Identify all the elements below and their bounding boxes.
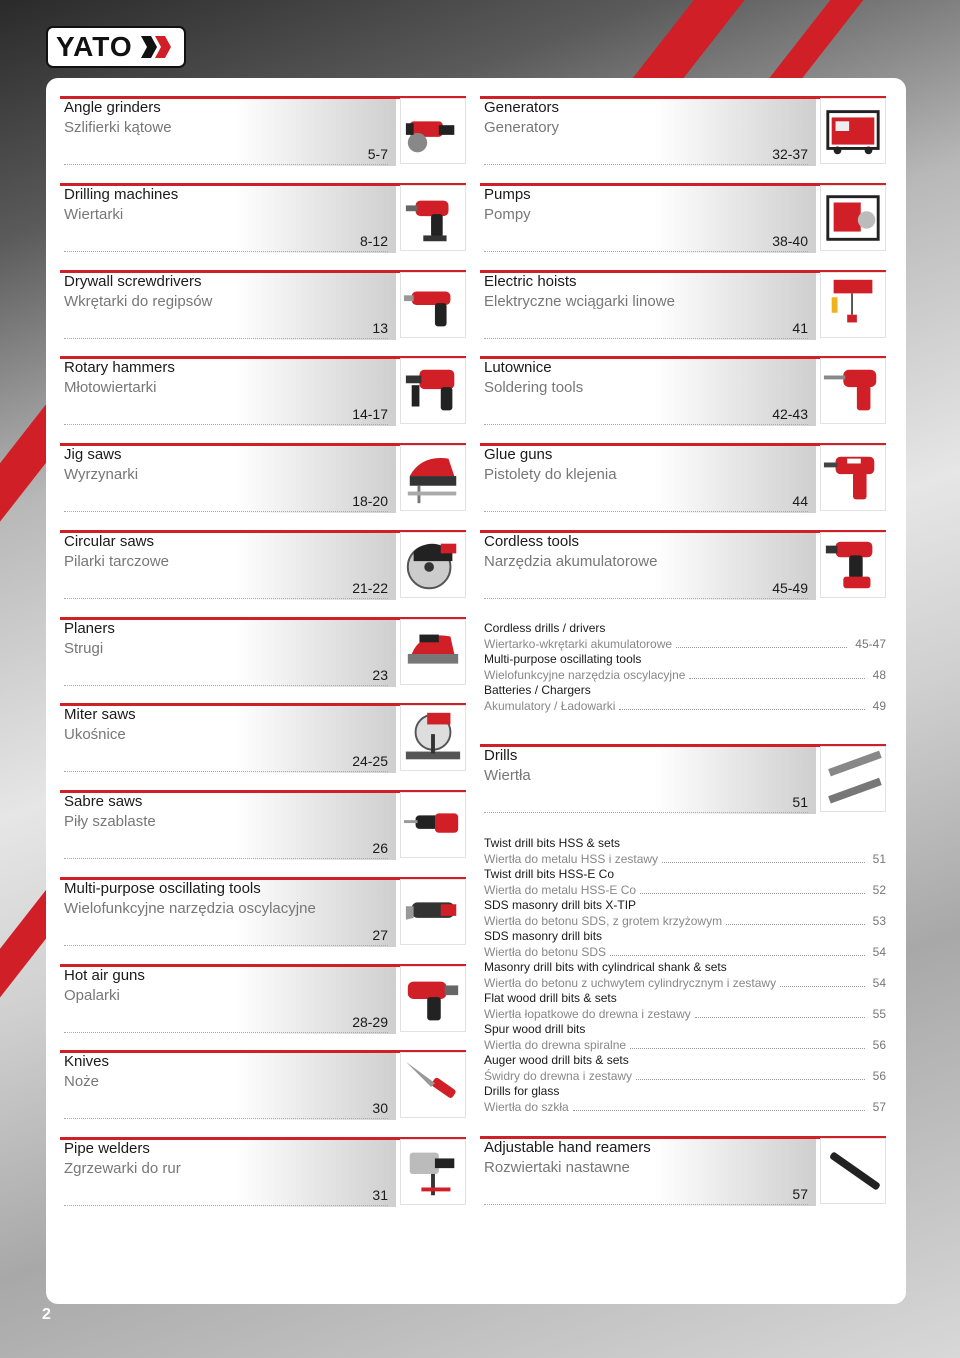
- subcategory-page-ref: 49: [872, 699, 886, 713]
- dotted-leader: [676, 647, 847, 648]
- dotted-leader: [573, 1110, 865, 1111]
- entry-page-ref: 31: [372, 1187, 388, 1203]
- product-thumbnail: [820, 532, 886, 598]
- category-entry[interactable]: [46, 1137, 466, 1219]
- category-entry[interactable]: [46, 1050, 466, 1132]
- category-entry[interactable]: [46, 877, 466, 959]
- subcategory-title-en: Auger wood drill bits & sets: [484, 1053, 629, 1067]
- dotted-leader: [610, 955, 865, 956]
- category-entry[interactable]: [466, 96, 886, 178]
- dotted-leader: [64, 858, 388, 859]
- entry-title-pl: Pilarki tarczowe: [64, 552, 170, 570]
- category-entry[interactable]: [46, 964, 466, 1046]
- entry-title-pl: Strugi: [64, 639, 104, 657]
- entry-page-ref: 28-29: [352, 1013, 388, 1030]
- dotted-leader: [484, 251, 808, 252]
- reamer-icon: [822, 1140, 884, 1202]
- subcategory-title-en: Drills for glass: [484, 1084, 560, 1098]
- subcategory-title-pl: Wiertła do metalu HSS i zestawy: [484, 852, 659, 866]
- subcategory-title-pl: Wiertła do betonu z uchwytem cylindrycznym i zestawy: [484, 976, 777, 990]
- entry-gradient: [60, 1050, 396, 1120]
- entry-title-pl: Wkrętarki do regipsów: [64, 292, 213, 310]
- entry-title-en: Cordless tools: [484, 532, 580, 550]
- generator-icon: [822, 100, 884, 162]
- entry-title-pl: Opalarki: [64, 986, 120, 1004]
- subcategory-page-ref: 55: [872, 1007, 886, 1021]
- entry-title-pl: Młotowiertarki: [64, 379, 157, 397]
- jig-saw-icon: [402, 447, 464, 509]
- product-thumbnail: [400, 705, 466, 771]
- entry-page-ref: 8-12: [359, 232, 388, 249]
- entry-title-pl: Narzędzia akumulatorowe: [484, 552, 658, 570]
- entry-title-pl: Noże: [64, 1073, 100, 1091]
- dotted-leader: [780, 986, 865, 987]
- subcategory-entry[interactable]: [484, 991, 886, 1022]
- product-thumbnail: [400, 966, 466, 1032]
- entry-page-ref: 42-43: [772, 406, 808, 423]
- knife-icon: [402, 1054, 464, 1116]
- category-entry[interactable]: [466, 270, 886, 352]
- entry-title-en: Pumps: [484, 185, 531, 203]
- entry-title-pl: Wiertła: [484, 767, 531, 784]
- category-entry[interactable]: [466, 530, 886, 612]
- entry-title-en: Hot air guns: [64, 966, 145, 984]
- circular-saw-icon: [402, 534, 464, 596]
- entry-title-en: Sabre saws: [64, 793, 143, 810]
- subcategory-entry[interactable]: [484, 621, 886, 652]
- entry-page-ref: 51: [792, 794, 808, 810]
- entry-title-pl: Rozwiertaki nastawne: [484, 1159, 630, 1176]
- dotted-leader: [64, 945, 388, 946]
- entry-title-en: Pipe welders: [64, 1140, 150, 1157]
- product-thumbnail: [820, 1138, 886, 1204]
- product-thumbnail: [400, 879, 466, 945]
- category-entry[interactable]: [466, 183, 886, 265]
- category-entry[interactable]: [46, 96, 466, 178]
- subcategory-page-ref: 53: [872, 914, 886, 928]
- product-thumbnail: [400, 1052, 466, 1118]
- category-entry[interactable]: [466, 1136, 886, 1218]
- entry-title-pl: Generatory: [484, 119, 560, 136]
- rotary-hammer-icon: [402, 360, 464, 422]
- category-entry[interactable]: [46, 270, 466, 352]
- subcategory-entry[interactable]: [484, 929, 886, 960]
- logo-mark-icon: [139, 34, 173, 60]
- entry-title-pl: Szlifierki kątowe: [64, 119, 172, 136]
- category-entry[interactable]: [46, 530, 466, 612]
- screwdriver-icon: [402, 274, 464, 336]
- dotted-leader: [484, 338, 808, 339]
- subcategory-title-pl: Wiertarko-wkrętarki akumulatorowe: [484, 637, 673, 651]
- subcategory-page-ref: 45-47: [855, 637, 886, 651]
- dotted-leader: [689, 678, 865, 679]
- miter-saw-icon: [402, 707, 464, 769]
- dotted-leader: [64, 771, 388, 772]
- entry-page-ref: 13: [372, 319, 388, 336]
- entry-title-pl: Soldering tools: [484, 379, 584, 397]
- entry-page-ref: 57: [792, 1186, 808, 1202]
- category-entry[interactable]: [46, 703, 466, 785]
- subcategory-title-pl: Wiertła do drewna spiralne: [484, 1038, 627, 1052]
- subcategory-title-en: Multi-purpose oscillating tools: [484, 652, 642, 666]
- entry-title-en: Circular saws: [64, 532, 155, 550]
- subcategory-entry[interactable]: [484, 683, 886, 714]
- subcategory-title-en: SDS masonry drill bits: [484, 929, 603, 943]
- entry-title-en: Lutownice: [484, 359, 552, 377]
- subcategory-title-en: Flat wood drill bits & sets: [484, 991, 617, 1005]
- dotted-leader: [695, 1017, 865, 1018]
- product-thumbnail: [400, 532, 466, 598]
- entry-title-en: Glue guns: [484, 446, 553, 463]
- entry-title-pl: Pistolety do klejenia: [484, 466, 617, 483]
- subcategory-entry[interactable]: [484, 1053, 886, 1084]
- dotted-leader: [64, 424, 388, 425]
- subcategory-title-pl: Wiertła do betonu SDS: [484, 945, 607, 959]
- dotted-leader: [64, 1118, 388, 1119]
- dotted-leader: [484, 1204, 808, 1205]
- subcategory-page-ref: 54: [872, 976, 886, 990]
- planer-icon: [402, 621, 464, 683]
- dotted-leader: [64, 1205, 388, 1206]
- entry-title-en: Planers: [64, 619, 115, 637]
- pump-icon: [822, 187, 884, 249]
- entry-page-ref: 24-25: [352, 753, 388, 770]
- subcategory-title-pl: Wiertła łopatkowe do drewna i zestawy: [484, 1007, 691, 1021]
- entry-page-ref: 23: [372, 666, 388, 683]
- subcategory-title-pl: Świdry do drewna i zestawy: [484, 1069, 633, 1083]
- dotted-leader: [64, 1032, 388, 1033]
- product-thumbnail: [400, 98, 466, 164]
- subcategory-page-ref: 51: [872, 852, 886, 866]
- category-entry[interactable]: [46, 183, 466, 265]
- product-thumbnail: [820, 358, 886, 424]
- entry-title-en: Drywall screwdrivers: [64, 272, 202, 290]
- dotted-leader: [484, 812, 808, 813]
- dotted-leader: [64, 511, 388, 512]
- subcategory-title-pl: Akumulatory / Ładowarki: [484, 699, 616, 713]
- entry-title-en: Electric hoists: [484, 272, 577, 290]
- product-thumbnail: [820, 185, 886, 251]
- subcategory-title-en: Twist drill bits HSS & sets: [484, 836, 621, 850]
- subcategory-title-pl: Wiertła do metalu HSS-E Co: [484, 883, 637, 897]
- pipe-welder-icon: [402, 1141, 464, 1203]
- entry-title-en: Generators: [484, 99, 560, 116]
- dotted-leader: [630, 1048, 865, 1049]
- subcategory-entry[interactable]: [484, 836, 886, 867]
- subcategory-page-ref: 54: [872, 945, 886, 959]
- dotted-leader: [484, 511, 808, 512]
- dotted-leader: [64, 598, 388, 599]
- entry-title-pl: Ukośnice: [64, 726, 126, 744]
- subcategory-entry[interactable]: [484, 652, 886, 683]
- product-thumbnail: [400, 185, 466, 251]
- logo-text: YATO: [56, 31, 133, 62]
- dotted-leader: [64, 251, 388, 252]
- dotted-leader: [64, 685, 388, 686]
- entry-page-ref: 41: [792, 319, 808, 336]
- entry-page-ref: 45-49: [772, 579, 808, 596]
- product-thumbnail: [400, 1139, 466, 1205]
- product-thumbnail: [400, 445, 466, 511]
- entry-title-en: Adjustable hand reamers: [484, 1139, 651, 1156]
- entry-title-en: Drills: [484, 747, 518, 764]
- entry-title-en: Jig saws: [64, 446, 122, 463]
- entry-page-ref: 32-37: [772, 146, 808, 162]
- entry-page-ref: 30: [372, 1100, 388, 1117]
- category-entry[interactable]: [46, 443, 466, 525]
- entry-page-ref: 27: [372, 926, 388, 943]
- dotted-leader: [662, 862, 865, 863]
- sabre-saw-icon: [402, 794, 464, 856]
- entry-title-pl: Wyrzynarki: [64, 466, 139, 483]
- dotted-leader: [484, 164, 808, 165]
- entry-page-ref: 18-20: [352, 493, 388, 509]
- page-number: 2: [42, 1306, 51, 1323]
- product-thumbnail: [820, 445, 886, 511]
- oscillating-tool-icon: [402, 881, 464, 943]
- dotted-leader: [640, 893, 865, 894]
- dotted-leader: [484, 424, 808, 425]
- product-thumbnail: [820, 746, 886, 812]
- subcategory-page-ref: 48: [872, 668, 886, 682]
- product-thumbnail: [400, 272, 466, 338]
- yato-logo: [46, 26, 186, 68]
- subcategory-title-en: Batteries / Chargers: [484, 683, 591, 697]
- product-thumbnail: [400, 619, 466, 685]
- subcategory-page-ref: 56: [872, 1069, 886, 1083]
- entry-title-en: Knives: [64, 1053, 110, 1071]
- category-entry[interactable]: [466, 356, 886, 438]
- dotted-leader: [64, 338, 388, 339]
- subcategory-title-pl: Wiertła do betonu SDS, z grotem krzyżowym: [484, 914, 723, 928]
- subcategory-entry[interactable]: [484, 960, 886, 991]
- glue-gun-icon: [822, 447, 884, 509]
- subcategory-title-pl: Wielofunkcyjne narzędzia oscylacyjne: [484, 668, 686, 682]
- category-entry[interactable]: [46, 790, 466, 872]
- entry-title-pl: Elektryczne wciągarki linowe: [484, 292, 675, 310]
- subcategory-entry[interactable]: [484, 1022, 886, 1053]
- entry-title-pl: Zgrzewarki do rur: [64, 1160, 181, 1177]
- entry-title-pl: Piły szablaste: [64, 813, 156, 830]
- product-thumbnail: [820, 272, 886, 338]
- subcategory-title-en: Twist drill bits HSS-E Co: [484, 867, 615, 881]
- entry-title-en: Multi-purpose oscillating tools: [64, 879, 261, 897]
- subcategory-entry[interactable]: [484, 867, 886, 898]
- entry-title-en: Angle grinders: [64, 99, 161, 116]
- subcategory-title-en: Spur wood drill bits: [484, 1022, 586, 1036]
- hoist-icon: [822, 274, 884, 336]
- category-entry[interactable]: [466, 443, 886, 525]
- entry-title-en: Drilling machines: [64, 185, 179, 203]
- entry-title-en: Miter saws: [64, 706, 136, 724]
- entry-page-ref: 5-7: [367, 146, 388, 162]
- entry-title-pl: Pompy: [484, 205, 531, 223]
- entry-title-pl: Wiertarki: [64, 205, 124, 223]
- dotted-leader: [619, 709, 865, 710]
- subcategory-title-en: Masonry drill bits with cylindrical shank & sets: [484, 960, 727, 974]
- category-entry[interactable]: [466, 744, 886, 826]
- entry-page-ref: 21-22: [352, 579, 388, 596]
- entry-page-ref: 26: [372, 840, 388, 856]
- subcategory-title-en: Cordless drills / drivers: [484, 621, 606, 635]
- subcategory-page-ref: 56: [872, 1038, 886, 1052]
- soldering-gun-icon: [822, 360, 884, 422]
- category-entry[interactable]: [46, 617, 466, 699]
- entry-page-ref: 38-40: [772, 232, 808, 249]
- category-entry[interactable]: [46, 356, 466, 438]
- product-thumbnail: [400, 792, 466, 858]
- subcategory-page-ref: 52: [872, 883, 886, 897]
- dotted-leader: [64, 164, 388, 165]
- cordless-drill-icon: [822, 534, 884, 596]
- dotted-leader: [726, 924, 865, 925]
- entry-page-ref: 44: [792, 493, 808, 509]
- angle-grinder-icon: [402, 100, 464, 162]
- product-thumbnail: [820, 98, 886, 164]
- drill-icon: [402, 187, 464, 249]
- subcategory-entry[interactable]: [484, 1084, 886, 1115]
- entry-title-en: Rotary hammers: [64, 359, 175, 377]
- hot-air-gun-icon: [402, 968, 464, 1030]
- dotted-leader: [636, 1079, 865, 1080]
- entry-title-pl: Wielofunkcyjne narzędzia oscylacyjne: [64, 899, 316, 917]
- product-thumbnail: [400, 358, 466, 424]
- subcategory-title-en: SDS masonry drill bits X-TIP: [484, 898, 637, 912]
- dotted-leader: [484, 598, 808, 599]
- subcategory-title-pl: Wiertła do szkła: [484, 1100, 569, 1114]
- subcategory-page-ref: 57: [872, 1100, 886, 1114]
- drill-bit-icon: [822, 748, 884, 810]
- subcategory-entry[interactable]: [484, 898, 886, 929]
- entry-page-ref: 14-17: [352, 406, 388, 423]
